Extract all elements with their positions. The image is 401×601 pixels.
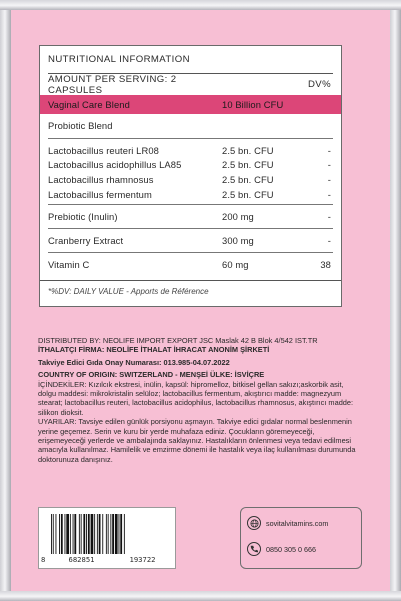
product-info bbox=[38, 336, 363, 464]
barcode-bar bbox=[53, 514, 54, 554]
strain-amount: 2.5 bn. CFU bbox=[222, 144, 274, 156]
blend-title: Probiotic Blend bbox=[48, 119, 113, 131]
importer-text: İTHALATÇI FİRMA: NEOLİFE İTHALAT İHRACAT ANONİM ŞİRKETİ bbox=[38, 345, 270, 355]
barcode bbox=[38, 507, 176, 569]
frame-top bbox=[0, 0, 401, 10]
dv-footnote: *%DV: DAILY VALUE - Apports de Référence bbox=[48, 287, 209, 297]
prebiotic-name: Prebiotic (Inulin) bbox=[48, 211, 118, 223]
website-link[interactable]: sovitalvitamins.com bbox=[266, 518, 329, 528]
contact-box bbox=[240, 507, 362, 569]
vitamin-c-dv: 38 bbox=[320, 259, 331, 271]
strain-dv: - bbox=[327, 144, 331, 156]
barcode-bar bbox=[74, 514, 76, 554]
serving-label: AMOUNT PER SERVING: 2 CAPSULES bbox=[48, 73, 177, 96]
barcode-bar bbox=[61, 514, 63, 554]
barcode-bar bbox=[66, 514, 69, 554]
nutrition-panel bbox=[39, 45, 342, 307]
frame-bottom bbox=[0, 591, 401, 601]
barcode-bar bbox=[124, 514, 125, 554]
strain-dv: - bbox=[327, 159, 331, 171]
barcode-bar bbox=[70, 514, 71, 554]
barcode-bar bbox=[120, 514, 122, 554]
barcode-bar bbox=[97, 514, 98, 554]
globe-icon bbox=[247, 516, 261, 530]
barcode-number bbox=[41, 555, 173, 564]
phone-number[interactable]: 0850 305 0 666 bbox=[266, 544, 316, 554]
frame-right bbox=[390, 0, 401, 601]
blend-title-row bbox=[48, 114, 333, 136]
strain-amount: 2.5 bn. CFU bbox=[222, 188, 274, 200]
vitamin-c-name: Vitamin C bbox=[48, 259, 90, 271]
barcode-bar bbox=[99, 514, 101, 554]
table-row bbox=[48, 143, 333, 158]
cranberry-amount: 300 mg bbox=[222, 235, 254, 247]
cranberry-name: Cranberry Extract bbox=[48, 235, 124, 247]
table-row bbox=[48, 204, 333, 228]
approval-text: Takviye Edici Gıda Onay Numarası: 013.985-04.07.2022 bbox=[38, 357, 230, 367]
barcode-bars bbox=[49, 514, 167, 558]
warnings-text: UYARILAR: Tavsiye edilen günlük porsiyonu aşmayın. Takviye edici gıdalar normal beslenmenin yerine geçemez. Serin ve kuru bir yerde muhafaza ediniz. Çocukların göremeyeceği, erişemeyeceği yerlerde ve ambalajında saklayınız. Hastalıkların önlenmesi veya tedavi edilmesi amacıyla kullanılmaz. Hamilelik ve emzirme dönemi ile hastalık veya ilaç kullanılması durumunda doktorunuza danışınız. bbox=[38, 417, 356, 464]
barcode-right-digits: 193722 bbox=[129, 555, 156, 564]
highlight-amount: 10 Billion CFU bbox=[222, 99, 284, 110]
barcode-bar bbox=[110, 514, 111, 554]
strain-amount: 2.5 bn. CFU bbox=[222, 159, 274, 171]
barcode-bar bbox=[108, 514, 109, 554]
barcode-bar bbox=[59, 514, 60, 554]
strain-name: Lactobacillus rhamnosus bbox=[48, 173, 154, 185]
barcode-bar bbox=[94, 514, 95, 554]
phone-row[interactable] bbox=[247, 542, 316, 556]
strain-name: Lactobacillus reuteri LR08 bbox=[48, 144, 159, 156]
barcode-bar bbox=[86, 514, 87, 554]
barcode-bar bbox=[102, 514, 103, 554]
barcode-bar bbox=[91, 514, 94, 554]
distributor-text: DISTRIBUTED BY: NEOLIFE IMPORT EXPORT JSC Maslak 42 B Blok 4/542 IST.TR bbox=[38, 336, 318, 345]
panel-title bbox=[48, 46, 333, 73]
barcode-bar bbox=[119, 514, 120, 554]
barcode-bar bbox=[81, 514, 82, 554]
origin-text: COUNTRY OF ORIGIN: SWITZERLAND - MENŞEİ ÜLKE: İSVİÇRE bbox=[38, 370, 265, 380]
strain-amount: 2.5 bn. CFU bbox=[222, 173, 274, 185]
highlight-row bbox=[40, 95, 341, 114]
strain-name: Lactobacillus fermentum bbox=[48, 188, 152, 200]
strain-dv: - bbox=[327, 188, 331, 200]
barcode-left-digits: 682851 bbox=[68, 555, 95, 564]
table-row bbox=[48, 187, 333, 202]
barcode-bar bbox=[73, 514, 74, 554]
barcode-bar bbox=[106, 514, 107, 554]
website-row[interactable] bbox=[247, 516, 328, 530]
barcode-lead-digit: 8 bbox=[41, 555, 46, 564]
highlight-name: Vaginal Care Blend bbox=[48, 99, 130, 110]
phone-icon bbox=[247, 542, 261, 556]
table-row bbox=[48, 252, 333, 276]
strain-name: Lactobacillus acidophillus LA85 bbox=[48, 159, 182, 171]
barcode-bar bbox=[88, 514, 90, 554]
table-row bbox=[48, 172, 333, 187]
table-row bbox=[48, 158, 333, 173]
dv-label: DV% bbox=[307, 79, 331, 90]
vitamin-c-amount: 60 mg bbox=[222, 259, 249, 271]
barcode-bar bbox=[51, 514, 52, 554]
barcode-bar bbox=[56, 514, 57, 554]
prebiotic-dv: - bbox=[327, 211, 331, 223]
barcode-bar bbox=[65, 514, 66, 554]
strain-dv: - bbox=[327, 173, 331, 185]
frame-left bbox=[0, 0, 11, 601]
cranberry-dv: - bbox=[327, 235, 331, 247]
serving-row bbox=[48, 73, 333, 95]
panel-title-text: NUTRITIONAL INFORMATION bbox=[48, 54, 190, 65]
table-row bbox=[48, 228, 333, 252]
barcode-bar bbox=[115, 514, 118, 554]
barcode-bar bbox=[112, 514, 114, 554]
barcode-bar bbox=[79, 514, 80, 554]
prebiotic-amount: 200 mg bbox=[222, 211, 254, 223]
barcode-bar bbox=[83, 514, 85, 554]
ingredients-text: İÇİNDEKİLER: Kızılcık ekstresi, inülin, kapsül: hipromelloz, bitkisel gellan sakızı;askorbik asit, dolgu maddesi: mikrokristalin selüloz; lactobacillus fermentum, akıştırıcı madde: magnezyum stearat; lactobacillus reuteri, lactobacillus acidophilus, lactobacillus rhamnosus, akıştırıcı madde: silikon dioksit. bbox=[38, 379, 354, 417]
